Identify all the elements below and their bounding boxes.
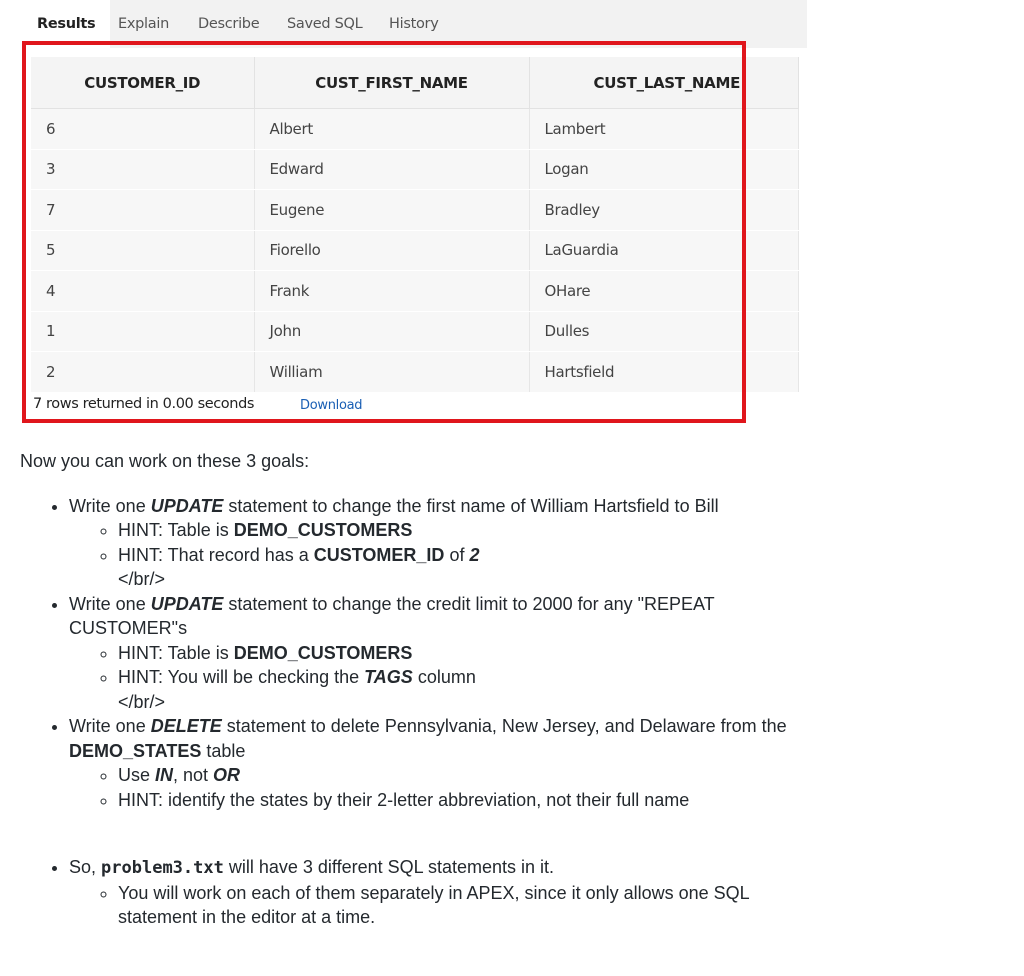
tab-history[interactable]: History (389, 16, 439, 32)
hint-item: ◦ HINT: That record has a CUSTOMER_ID of 2 </br/> (118, 543, 800, 592)
instructions (20, 449, 800, 930)
table-row (31, 190, 798, 231)
column-header[interactable]: CUST_FIRST_NAME (254, 57, 529, 109)
cell-first-name: William (254, 352, 529, 393)
cell-customer-id: 2 (31, 352, 254, 393)
cell-first-name: Frank (254, 271, 529, 312)
cell-first-name: Fiorello (254, 230, 529, 271)
cell-last-name: Bradley (529, 190, 798, 231)
cell-first-name: Edward (254, 149, 529, 190)
table-row (31, 352, 798, 393)
cell-last-name: Hartsfield (529, 352, 798, 393)
results-tab-bar (22, 0, 807, 48)
goal-item: • Write one UPDATE statement to change the first name of William Hartsfield to Bill ◦ HINT: Table is DEMO_CUSTOMERS ◦ HINT: That record has a CUSTOMER_ID of 2 </br/> (69, 494, 800, 592)
cell-customer-id: 1 (31, 311, 254, 352)
hint-list (69, 763, 800, 812)
table-row (31, 230, 798, 271)
cell-first-name: John (254, 311, 529, 352)
table-row (31, 149, 798, 190)
cell-last-name: OHare (529, 271, 798, 312)
tab-describe[interactable]: Describe (198, 16, 260, 32)
goals-list (20, 494, 800, 813)
download-link[interactable]: Download (300, 398, 363, 413)
table-row (31, 109, 798, 150)
hint-item: ◦ Use IN, not OR (118, 763, 800, 788)
intro-text: Now you can work on these 3 goals: (20, 451, 310, 471)
hint-item: ◦ HINT: You will be checking the TAGS column </br/> (118, 665, 800, 714)
tab-results[interactable]: Results (22, 0, 110, 48)
cell-first-name: Albert (254, 109, 529, 150)
filename: problem3.txt (101, 858, 224, 878)
cell-last-name: Logan (529, 149, 798, 190)
cell-last-name: Dulles (529, 311, 798, 352)
goal-item: • Write one DELETE statement to delete Pennsylvania, New Jersey, and Delaware from the DEMO_STATES table ◦ Use IN, not OR ◦ HINT: identify the states by their 2-letter abbreviation, not their full name (69, 714, 800, 812)
hint-item: ◦ HINT: Table is DEMO_CUSTOMERS (118, 641, 800, 666)
results-table (31, 57, 799, 393)
summary-item: • So, problem3.txt will have 3 different SQL statements in it. ◦ You will work on each of them separately in APEX, since it only allows one SQL statement in the editor at a time. (69, 855, 800, 930)
column-header[interactable]: CUSTOMER_ID (31, 57, 254, 109)
cell-first-name: Eugene (254, 190, 529, 231)
hint-item: ◦ HINT: identify the states by their 2-letter abbreviation, not their full name (118, 788, 800, 813)
cell-customer-id: 6 (31, 109, 254, 150)
goal-item: • Write one UPDATE statement to change the credit limit to 2000 for any "REPEAT CUSTOMER"s ◦ HINT: Table is DEMO_CUSTOMERS ◦ HINT: You will be checking the TAGS column </br/> (69, 592, 800, 715)
tab-saved-sql[interactable]: Saved SQL (287, 16, 363, 32)
tab-explain[interactable]: Explain (118, 16, 169, 32)
summary-list (20, 855, 800, 930)
header-row (31, 57, 798, 109)
column-header[interactable]: CUST_LAST_NAME (529, 57, 798, 109)
hint-list (69, 518, 800, 592)
rows-returned-status: 7 rows returned in 0.00 seconds (33, 396, 255, 412)
cell-customer-id: 3 (31, 149, 254, 190)
summary-subitem: ◦ You will work on each of them separately in APEX, since it only allows one SQL statement in the editor at a time. (118, 881, 800, 930)
hint-list (69, 641, 800, 715)
table-row (31, 311, 798, 352)
cell-customer-id: 5 (31, 230, 254, 271)
cell-customer-id: 4 (31, 271, 254, 312)
cell-customer-id: 7 (31, 190, 254, 231)
hint-item: ◦ HINT: Table is DEMO_CUSTOMERS (118, 518, 800, 543)
results-grid (31, 57, 798, 393)
summary-sublist (69, 881, 800, 930)
cell-last-name: Lambert (529, 109, 798, 150)
table-row (31, 271, 798, 312)
cell-last-name: LaGuardia (529, 230, 798, 271)
